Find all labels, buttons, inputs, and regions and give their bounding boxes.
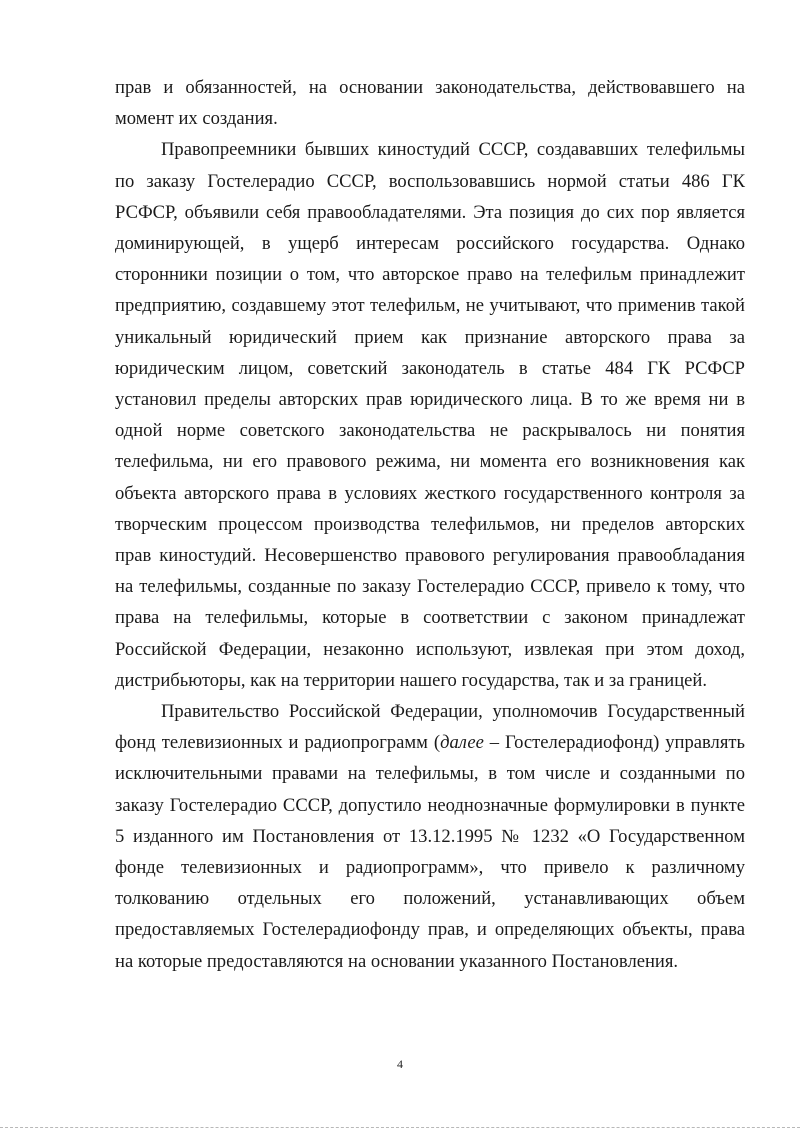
- paragraph-government-fund-start: Правительство Российской Федерации, уполномочив Государственный фонд телевизионных и радиопрограмм (: [115, 701, 745, 754]
- paragraph-government-fund-italic: далее: [440, 732, 484, 754]
- paragraph-government-fund-end: – Гостелерадиофонд) управлять исключительными правами на телефильмы, в том числе и созданными по заказу Гостелерадио СССР, допустило неоднозначные формулировки в пункте 5 изданного им Постановления от 13.12.1995 № 1232 «О Государственном фонде телевизионных и радиопрограмм», что привело к различному толкованию отдельных его положений, устанавливающих объем предоставляемых Гостелерадиофонду прав, и определяющих объекты, права на которые предоставляются на основании указанного Постановления.: [115, 732, 745, 972]
- paragraph-legal-successors: Правопреемники бывших киностудий СССР, создававших телефильмы по заказу Гостелерадио СССР, воспользовавшись нормой статьи 486 ГК РСФСР, объявили себя правообладателями. Эта позиция до сих пор является доминирующей, в ущерб интересам российского государства. Однако сторонники позиции о том, что авторское право на телефильм принадлежит предприятию, создавшему этот телефильм, не учитывают, что применив такой уникальный юридический прием как признание авторского права за юридическим лицом, советский законодатель в статье 484 ГК РСФСР установил пределы авторских прав юридического лица. В то же время ни в одной норме советского законодательства не раскрывалось ни понятия телефильма, ни его правового режима, ни момента его возникновения как объекта авторского права в условиях жесткого государственного контроля за творческим процессом производства телефильмов, ни пределов авторских прав киностудий. Несовершенство правового регулирования правообладания на телефильмы, созданные по заказу Гостелерадио СССР, привело к тому, что права на телефильмы, которые в соответствии с законом принадлежат Российской Федерации, незаконно используют, извлекая при этом доход, дистрибьюторы, как на территории нашего государства, так и за границей.: [115, 139, 745, 691]
- page-number: 4: [397, 1057, 403, 1071]
- paragraph-government-fund: [115, 696, 745, 977]
- page-bottom-divider: [0, 1127, 800, 1128]
- body-text: [115, 72, 745, 977]
- paragraph-continuation: прав и обязанностей, на основании законодательства, действовавшего на момент их создания.: [115, 77, 745, 130]
